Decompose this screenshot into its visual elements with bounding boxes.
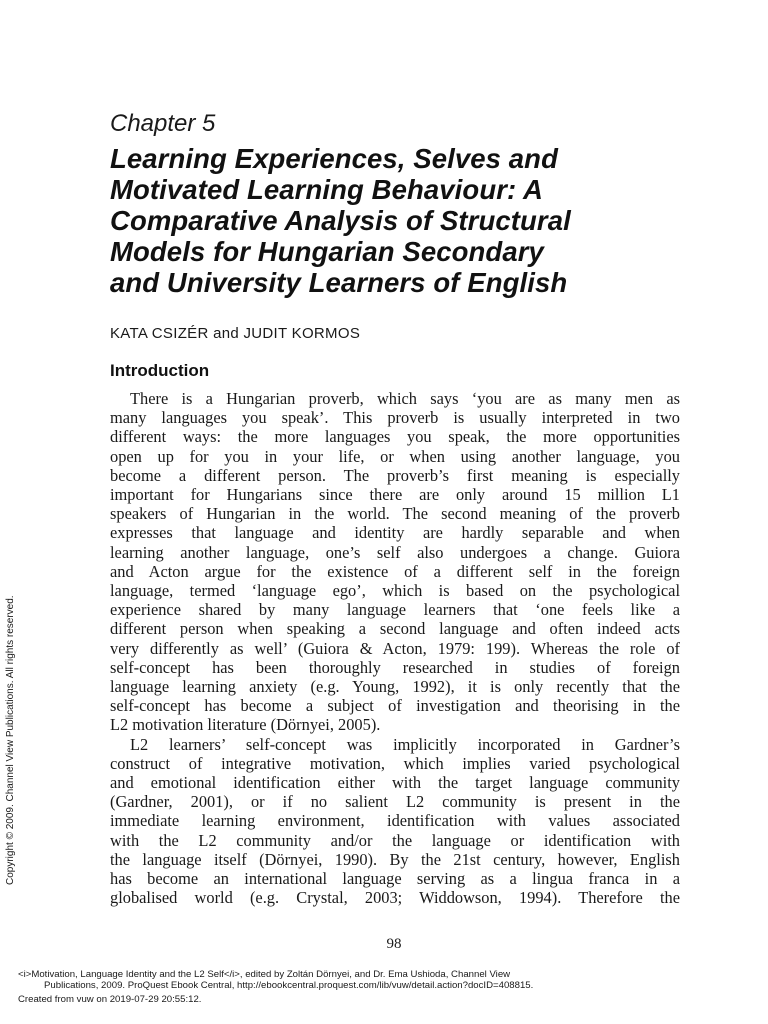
footer-citation xyxy=(18,969,658,991)
text-line: very differently as well’ (Guiora & Acton, 1979: 199). Whereas the role of xyxy=(110,638,680,658)
text-line: the language itself (Dörnyei, 1990). By the 21st century, however, English xyxy=(110,849,680,869)
chapter-title-line: and University Learners of English xyxy=(110,267,568,298)
citation-line: Publications, 2009. ProQuest Ebook Central, http://ebookcentral.proquest.com/lib/vuw/detail.action?docID=408815. xyxy=(44,980,534,991)
text-line: globalised world (e.g. Crystal, 2003; Widdowson, 1994). Therefore the xyxy=(110,888,680,908)
text-line: learning another language, one’s self also undergoes a change. Guiora xyxy=(110,542,680,562)
text-line: expresses that language and identity are hardly separable and when xyxy=(110,523,680,543)
text-line: with the L2 community and/or the language or identification with xyxy=(110,830,680,850)
text-line: immediate learning environment, identification with values associated xyxy=(110,811,680,831)
text-line: speakers of Hungarian in the world. The second meaning of the proverb xyxy=(110,504,680,524)
citation-line: <i>Motivation, Language Identity and the L2 Self</i>, edited by Zoltán Dörnyei, and Dr. Ema Ushioda, Channel View xyxy=(18,969,511,980)
text-line: There is a Hungarian proverb, which says ‘you are as many men as xyxy=(130,389,680,408)
text-line: self-concept has become a subject of investigation and theorising in the xyxy=(110,696,680,716)
section-heading: Introduction xyxy=(110,361,210,380)
chapter-title-line: Learning Experiences, Selves and xyxy=(110,143,558,174)
text-line: open up for you in your life, or when using another language, you xyxy=(110,446,680,466)
paragraph xyxy=(110,389,680,735)
text-line: self-concept has been thoroughly researched in studies of foreign xyxy=(110,657,680,677)
chapter-authors: KATA CSIZÉR and JUDIT KORMOS xyxy=(110,325,361,342)
text-line: and emotional identification either with the target language community xyxy=(110,773,680,793)
text-line: has become an international language serving as a lingua franca in a xyxy=(110,869,680,889)
text-line: experience shared by many language learners that ‘one feels like a xyxy=(110,600,680,620)
chapter-title xyxy=(110,143,700,298)
text-line: important for Hungarians since there are only around 15 million L1 xyxy=(110,485,680,505)
paragraph xyxy=(110,735,680,908)
page-number: 98 xyxy=(386,936,402,952)
chapter-title-line: Comparative Analysis of Structural xyxy=(110,205,571,236)
text-line: different ways: the more languages you speak, the more opportunities xyxy=(110,427,680,447)
text-line: many languages you speak’. This proverb is usually interpreted in two xyxy=(110,408,680,428)
text-line: language learning anxiety (e.g. Young, 1992), it is only recently that the xyxy=(110,677,680,697)
created-timestamp: Created from vuw on 2019-07-29 20:55:12. xyxy=(18,994,202,1005)
text-line: language, termed ‘language ego’, which is based on the psychological xyxy=(110,581,680,601)
chapter-title-line: Motivated Learning Behaviour: A xyxy=(110,174,543,205)
chapter-number: Chapter 5 xyxy=(110,110,216,137)
text-line: construct of integrative motivation, which implies varied psychological xyxy=(110,753,680,773)
text-line: different person when speaking a second language and often indeed acts xyxy=(110,619,680,639)
copyright-notice: Copyright © 2009. Channel View Publications. All rights reserved. xyxy=(5,595,16,885)
text-line: and Acton argue for the existence of a different self in the foreign xyxy=(110,561,680,581)
text-line: become a different person. The proverb’s first meaning is especially xyxy=(110,465,680,485)
body-text xyxy=(110,389,680,907)
text-line: L2 motivation literature (Dörnyei, 2005). xyxy=(110,715,381,735)
chapter-title-line: Models for Hungarian Secondary xyxy=(110,236,544,267)
text-line: (Gardner, 2001), or if no salient L2 community is present in the xyxy=(110,792,680,812)
text-line: L2 learners’ self-concept was implicitly incorporated in Gardner’s xyxy=(130,734,680,754)
